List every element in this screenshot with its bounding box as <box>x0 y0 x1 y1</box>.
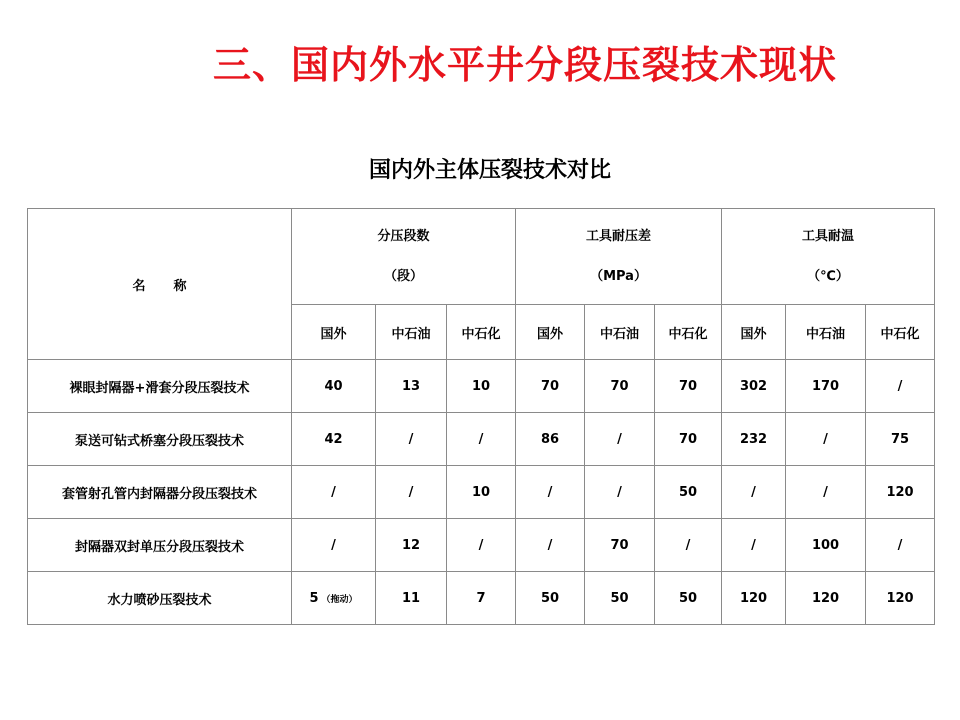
subheader-cell: 国外 <box>722 305 786 360</box>
table-cell: / <box>786 466 866 519</box>
table-title: 国内外主体压裂技术对比 <box>368 158 611 183</box>
table-row <box>28 360 935 413</box>
table-cell: / <box>516 466 585 519</box>
group-unit: （段） <box>383 268 423 284</box>
slide-title: 三、国内外水平井分段压裂技术现状 <box>212 43 837 87</box>
table-cell: 302 <box>722 360 786 413</box>
table-cell: 100 <box>786 519 866 572</box>
table-cell: / <box>447 413 516 466</box>
subheader-cell: 中石化 <box>447 305 516 360</box>
table-cell: / <box>376 413 447 466</box>
table-cell: / <box>866 360 935 413</box>
table-cell: / <box>655 519 722 572</box>
cell-note: （拖动） <box>321 594 358 605</box>
table-cell: 42 <box>292 413 376 466</box>
table-row <box>28 519 935 572</box>
subheader-cell: 国外 <box>292 305 376 360</box>
group-header-stages <box>292 209 516 305</box>
table-cell: 12 <box>376 519 447 572</box>
table-cell: / <box>585 466 655 519</box>
name-column-header <box>28 209 292 360</box>
subheader-cell: 中石油 <box>786 305 866 360</box>
subheader-cell: 中石油 <box>585 305 655 360</box>
table-cell: 40 <box>292 360 376 413</box>
name-header-char-2: 称 <box>173 278 187 294</box>
table-cell: / <box>516 519 585 572</box>
table-cell: 10 <box>447 360 516 413</box>
table-cell: 120 <box>786 572 866 625</box>
table-cell: 13 <box>376 360 447 413</box>
group-header-pressure <box>516 209 722 305</box>
group-label: 工具耐压差 <box>586 228 652 244</box>
group-label: 分压段数 <box>377 228 430 244</box>
table-cell: 50 <box>585 572 655 625</box>
table-cell: / <box>585 413 655 466</box>
table-cell: 120 <box>866 466 935 519</box>
table-cell: 70 <box>585 360 655 413</box>
table-cell: 170 <box>786 360 866 413</box>
group-unit: （MPa） <box>590 268 647 284</box>
table-cell: 120 <box>722 572 786 625</box>
row-name: 封隔器双封单压分段压裂技术 <box>28 519 292 572</box>
row-name: 套管射孔管内封隔器分段压裂技术 <box>28 466 292 519</box>
table-cell-with-note <box>292 572 376 625</box>
row-name: 裸眼封隔器+滑套分段压裂技术 <box>28 360 292 413</box>
comparison-table <box>27 208 935 625</box>
table-cell: / <box>447 519 516 572</box>
table-cell: 70 <box>655 360 722 413</box>
group-unit: （℃） <box>807 268 849 284</box>
table-cell: 11 <box>376 572 447 625</box>
table-cell: 10 <box>447 466 516 519</box>
table-cell: 75 <box>866 413 935 466</box>
table-cell: / <box>786 413 866 466</box>
header-row-groups <box>28 209 935 305</box>
subheader-cell: 中石化 <box>866 305 935 360</box>
table-cell: / <box>722 519 786 572</box>
table-cell: / <box>866 519 935 572</box>
table-cell: 232 <box>722 413 786 466</box>
table-cell: / <box>722 466 786 519</box>
table-cell: 50 <box>655 466 722 519</box>
table-cell: / <box>292 519 376 572</box>
subheader-cell: 国外 <box>516 305 585 360</box>
table-cell: / <box>292 466 376 519</box>
table-cell: 70 <box>585 519 655 572</box>
subheader-cell: 中石油 <box>376 305 447 360</box>
table-row <box>28 572 935 625</box>
subheader-cell: 中石化 <box>655 305 722 360</box>
table-cell: 86 <box>516 413 585 466</box>
table-cell: 70 <box>516 360 585 413</box>
name-header-char-1: 名 <box>132 278 146 294</box>
cell-value: 5 <box>309 590 319 606</box>
table-cell: 70 <box>655 413 722 466</box>
group-header-temperature <box>722 209 935 305</box>
table-row <box>28 466 935 519</box>
table-cell: 120 <box>866 572 935 625</box>
table-cell: 50 <box>516 572 585 625</box>
row-name: 泵送可钻式桥塞分段压裂技术 <box>28 413 292 466</box>
table-cell: / <box>376 466 447 519</box>
row-name: 水力喷砂压裂技术 <box>28 572 292 625</box>
group-label: 工具耐温 <box>802 228 855 244</box>
table-cell: 50 <box>655 572 722 625</box>
table-cell: 7 <box>447 572 516 625</box>
table-row <box>28 413 935 466</box>
